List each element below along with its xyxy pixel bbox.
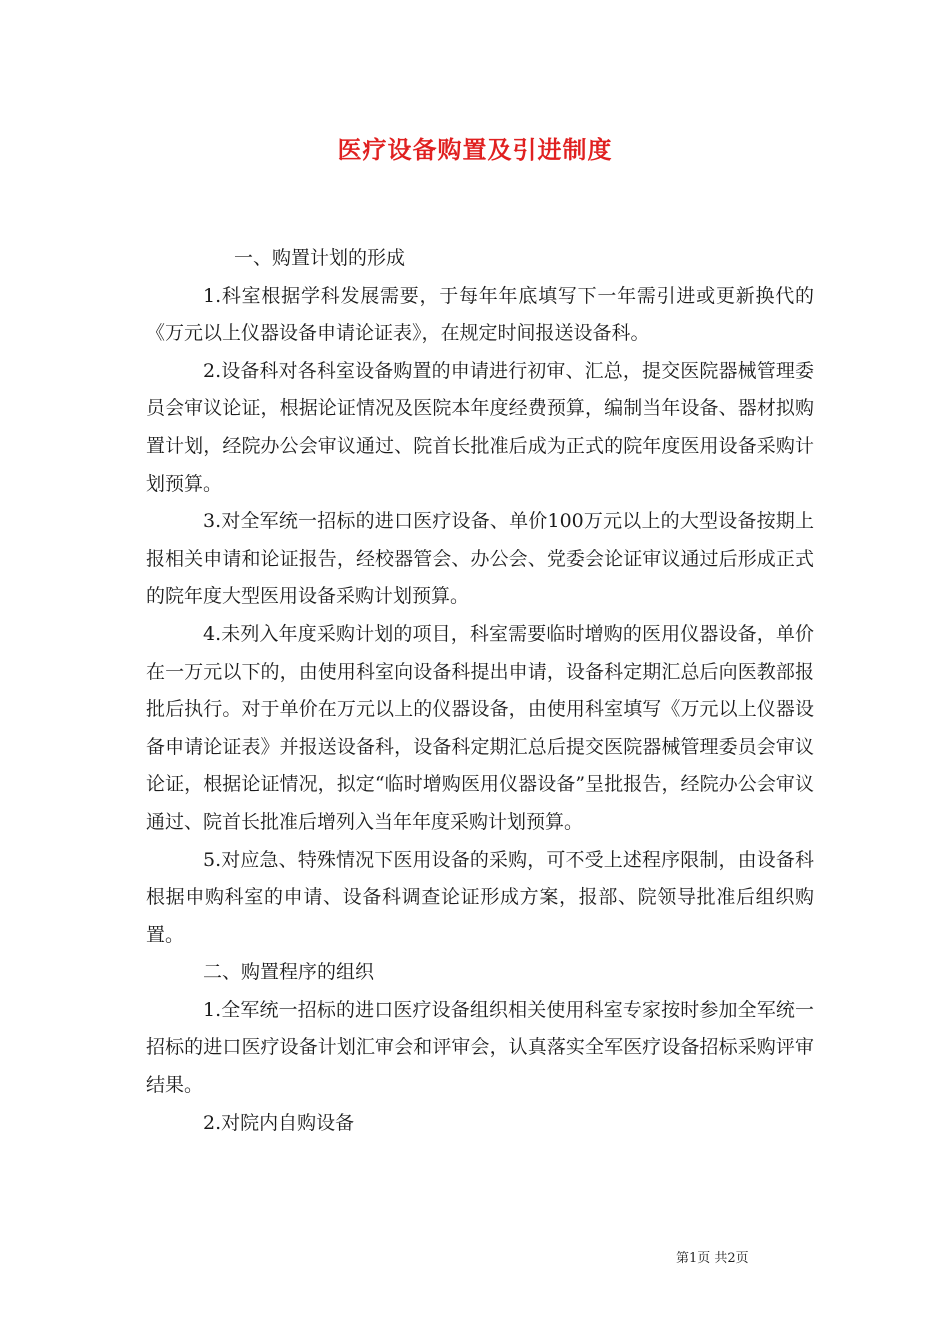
- paragraph-2-2: 2.对院内自购设备: [203, 1111, 355, 1134]
- paragraph-2-1: 1.全军统一招标的进口医疗设备组织相关使用科室专家按时参加全军统一招标的进口医疗设备计划汇审会和评审会，认真落实全军医疗设备招标采购评审结果。: [146, 998, 814, 1097]
- paragraph-1-3: 3.对全军统一招标的进口医疗设备、单价100万元以上的大型设备按期上报相关申请和论证报告，经校器管会、办公会、党委会论证审议通过后形成正式的院年度大型医用设备采购计划预算。: [146, 510, 814, 608]
- section-heading-1: 一、购置计划的形成: [234, 247, 406, 269]
- document-title: 医疗设备购置及引进制度: [337, 135, 613, 164]
- paragraph-1-2: 2.设备科对各科室设备购置的申请进行初审、汇总，提交医院器械管理委员会审议论证，根据论证情况及医院本年度经费预算，编制当年设备、器材拟购置计划，经院办公会审议通过、院首长批准后成为正式的院年度医用设备采购计划预算。: [146, 359, 814, 495]
- page-footer: 第1页 共2页: [676, 1251, 749, 1266]
- paragraph-1-4: 4.未列入年度采购计划的项目，科室需要临时增购的医用仪器设备，单价在一万元以下的，由使用科室向设备科提出申请，设备科定期汇总后向医教部报批后执行。对于单价在万元以上的仪器设备，由使用科室填写《万元以上仪器设备申请论证表》并报送设备科，设备科定期汇总后提交医院器械管理委员会审议论证，根据论证情况，拟定“临时增购医用仪器设备”呈批报告，经院办公会审议通过、院首长批准后增列入当年年度采购计划预算。: [146, 622, 814, 833]
- document-body: [146, 240, 814, 1142]
- section-heading-2: 二、购置程序的组织: [203, 961, 375, 984]
- paragraph-1-1: 1.科室根据学科发展需要，于每年年底填写下一年需引进或更新换代的《万元以上仪器设备申请论证表》，在规定时间报送设备科。: [146, 284, 814, 345]
- paragraph-1-5: 5.对应急、特殊情况下医用设备的采购，可不受上述程序限制，由设备科根据申购科室的申请、设备科调查论证形成方案，报部、院领导批准后组织购置。: [146, 848, 814, 946]
